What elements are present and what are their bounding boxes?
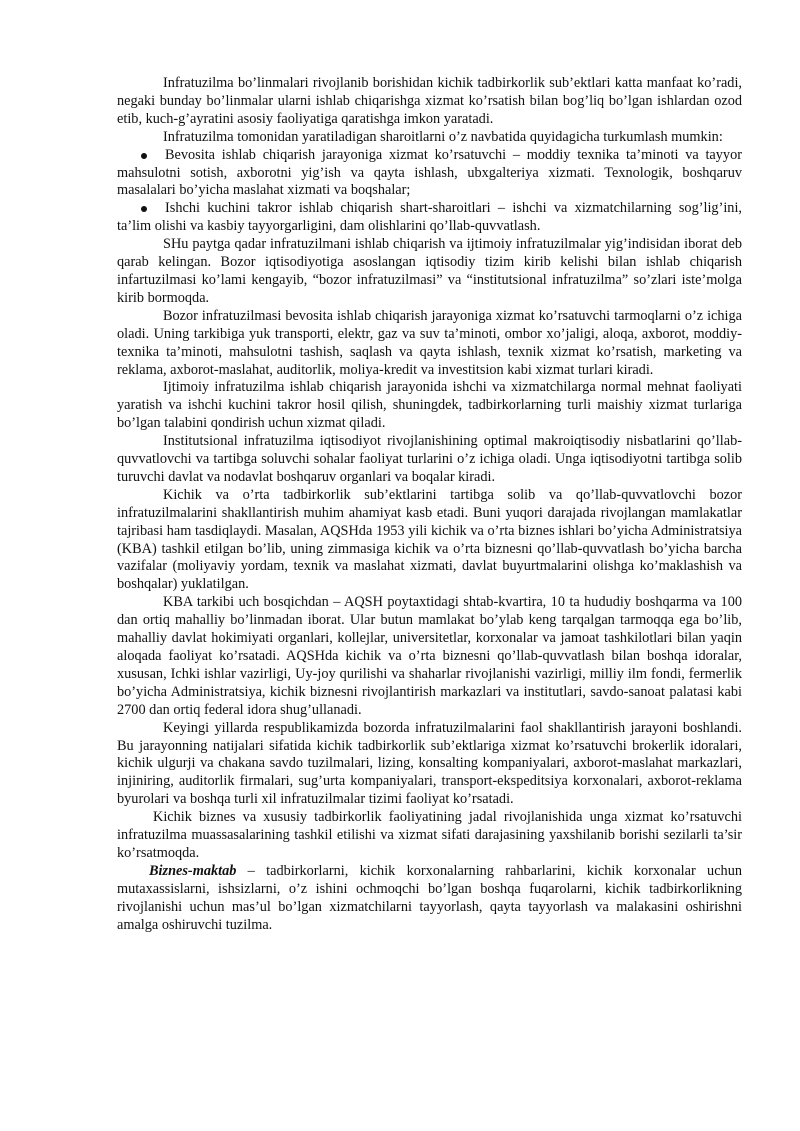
bullet-text: Bevosita ishlab chiqarish jarayoniga xizmat ko’rsatuvchi – moddiy texnika ta’minoti va tayyor mahsulotni sotish, axborotni yig’ish va qayta ishlash, ubxgalteriya xizmati. Texnologik, boshqaruv masalalari bo’yicha maslahat xizmati va boqshalar; [117, 146, 742, 199]
bullet-item [117, 200, 742, 236]
bullet-text: Ishchi kuchini takror ishlab chiqarish shart-sharoitlari – ishchi va xizmatchilarning sog’lig’ini, ta’lim olishi va kasbiy tayyorgarligini, dam olishlarini qo’llab-quvvatlash. [117, 200, 742, 235]
bullet-dot-icon [141, 206, 147, 212]
paragraph: Kichik va o’rta tadbirkorlik sub’ektlarini tartibga solib va qo’llab-quvvatlovchi bozor infratuzilmalarini shakllantirish muhim ahamiyat kasb etadi. Buni yuqori darajada rivojlangan mamlakatlar tajribasi ham tasdiqlaydi. Masalan, AQSHda 1953 yili kichik va o’rta biznes ishlari bo’yicha Administratsiya (KBA) tashkil etilgan bo’lib, uning zimmasiga kichik va o’rta biznesni qo’llab-quvvatlash bo’yicha barcha vazifalar (moliyaviy yordam, texnik va maslahat xizmati, davlat buyurtmalarini olishga ko’maklashish va boshqalar) yuklatilgan. [117, 486, 742, 593]
paragraph: Ijtimoiy infratuzilma ishlab chiqarish jarayonida ishchi va xizmatchilarga normal mehnat faoliyati yaratish va ishchi kuchini takror hosil qilish, shuningdek, tadbirkorlarning turli maishiy xizmat turlariga bo’lgan talabini qondirish uchun xizmat qiladi. [117, 379, 742, 432]
paragraph: Infratuzilma tomonidan yaratiladigan sharoitlarni o’z navbatida quyidagicha turkumlash mumkin: [163, 128, 723, 145]
paragraph: Institutsional infratuzilma iqtisodiyot rivojlanishining optimal makroiqtisodiy nisbatlarini qo’llab-quvvatlovchi va tartibga soluvchi sohalar faoliyat turlarini o’z ichiga oladi. Unga iqtisodiyotni tartibga solib turuvchi davlat va nodavlat boshqaruv organlari va boqalar kiradi. [117, 433, 742, 485]
definition-paragraph [117, 863, 742, 935]
bullet-dot-icon [141, 153, 147, 159]
paragraph: KBA tarkibi uch bosqichdan – AQSH poytaxtidagi shtab-kvartira, 10 ta hududiy boshqarma va 100 dan ortiq mahalliy bo’linmadan iborat. Ular butun mamlakat bo’ylab keng tarqalgan tarmoqqa ega bo’lib, mahalliy davlat hokimiyati organlari, kollejlar, universitetlar, korxonalar va jamoat tashkilotlari bilan yaqin aloqada faoliyat ko’rsatadi. AQSHda kichik va o’rta biznesni qo’llab-quvvatlash bilan boshqa idoralar, xususan, Ichki ishlar vazirligi, Uy-joy qurilishi va shaharlar rivojlanishi vazirligi, milliy ilm fondi, fermerlik bo’yicha Administratsiya, kichik biznesni rivojlantirish markazlari va institutlari, savdo-sanoat palatasi kabi 2700 dan ortiq federal idora shug’ullanadi. [117, 594, 742, 718]
paragraph: Bozor infratuzilmasi bevosita ishlab chiqarish jarayoniga xizmat ko’rsatuvchi tarmoqlarni o’z ichiga oladi. Uning tarkibiga yuk transporti, elektr, gaz va suv ta’minoti, ombor xo’jaligi, aloqa, axborot, moddiy-texnika ta’minoti, mahsulotni tashish, saqlash va qayta ishlash, texnik xizmat ko’rsatish, marketing va reklama, axborot-maslahat, auditorlik, moliya-kredit va investitsion kabi xizmat turlari kiradi. [117, 307, 742, 378]
definition-term: Biznes-maktab [149, 862, 237, 879]
paragraph: Kichik biznes va xususiy tadbirkorlik faoliyatining jadal rivojlanishida unga xizmat ko’rsatuvchi infratuzilma muassasalarining tashkil etilishi va xizmat sifati darajasining yaxshilanib borishi sezilarli ta’sir ko’rsatmoqda. [117, 809, 742, 861]
definition-text: – tadbirkorlarni, kichik korxonalarning rahbarlarini, kichik korxonalar uchun mutaxassislarni, ishsizlarni, o’z ishini ochmoqchi bo’lgan boshqa fuqarolarni, kichik tadbirkorlikning rivojlanishi uchun mas’ul bo’lgan xizmatchilarni tayyorlash, qayta tayyorlash va malakasini oshirishni amalga oshiruvchi tuzilma. [117, 862, 742, 933]
bullet-item [117, 147, 742, 201]
paragraph: SHu paytga qadar infratuzilmani ishlab chiqarish va ijtimoiy infratuzilmalar yig’indisidan iborat deb qarab kelingan. Bozor iqtisodiyotiga asoslangan iqtisodiy tizim kirib kelishi bilan ishlab chiqarish infartuzilmasi ko’lami kengayib, “bozor infratuzilmasi” va “institutsional infratuzilma” so’zlari iste’molga kirib bormoqda. [117, 236, 742, 306]
paragraph: Keyingi yillarda respublikamizda bozorda infratuzilmalarini faol shakllantirish jarayoni boshlandi. Bu jarayonning natijalari sifatida kichik tadbirkorlik sub’ektlariga xizmat ko’rsatuvchi brokerlik idoralari, kichik ulgurji va chakana savdo tuzilmalari, lizing, konsalting kompaniyalari, axborot-maslahat markazlari, injiniring, auditorlik firmalari, sug’urta kompaniyalari, transport-ekspeditsiya korxonalari, axborot-reklama byurolari va boshqa turli xil infratuzilmalar tizimi faoliyat ko’rsatadi. [117, 719, 742, 808]
paragraph: Infratuzilma bo’linmalari rivojlanib borishidan kichik tadbirkorlik sub’ektlari katta manfaat ko’radi, negaki bunday bo’linmalar ularni ishlab chiqarishga xizmat ko’rsatish bilan bog’liq bo’lgan ishlardan ozod etib, kuch-g’ayratini asosiy faoliyatiga qaratishga imkon yaratadi. [117, 75, 742, 127]
